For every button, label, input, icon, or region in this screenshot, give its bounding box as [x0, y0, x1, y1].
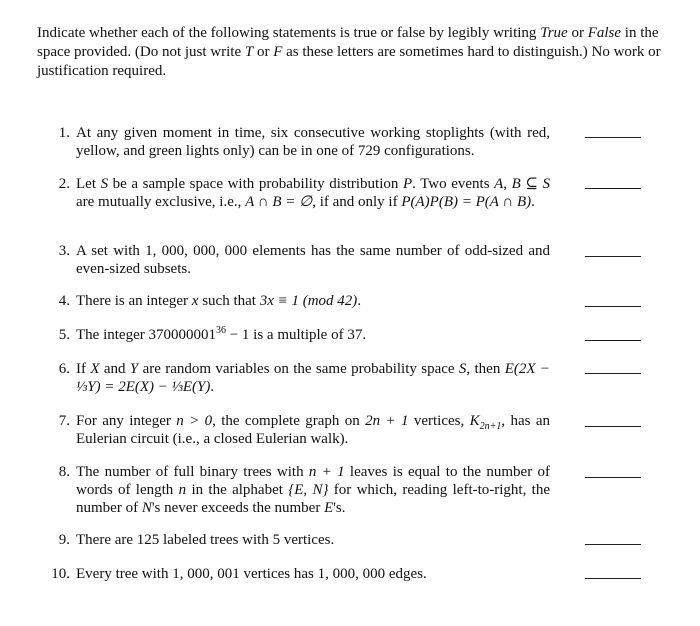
- q6-var-s: S: [458, 361, 467, 377]
- q7-vertex-count: 2n + 1: [365, 413, 409, 429]
- f-letter: F: [273, 44, 283, 60]
- question-number: 2.: [58, 176, 70, 192]
- instructions-or-1: or: [567, 25, 588, 41]
- q8-text-mid3: for which, reading left-to-right, the number of: [76, 482, 551, 516]
- q7-graph-k: K: [469, 413, 480, 429]
- q8-text-end: 's.: [333, 500, 346, 516]
- question-text: Every tree with 1, 000, 001 vertices has 1, 000, 000 edges.: [76, 566, 427, 582]
- question-text: A set with 1, 000, 000, 000 elements has the same number of odd-sized and even-sized subsets.: [76, 243, 550, 277]
- question-text: [76, 326, 550, 344]
- q8-leaves-expr: n + 1: [308, 464, 345, 480]
- q6-text-mid: are random variables on the same probability space: [138, 361, 459, 377]
- q6-text-pre: If: [76, 361, 91, 377]
- q8-alphabet: {E, N}: [288, 482, 329, 498]
- q2-var-s: S: [100, 176, 109, 192]
- q8-text-pre: The number of full binary trees with: [76, 464, 309, 480]
- q8-text-mid2: in the alphabet: [186, 482, 289, 498]
- instructions-text-2: in the space provided. (Do not just write: [37, 25, 659, 60]
- q7-text-mid2: vertices,: [408, 413, 470, 429]
- answer-blank-7[interactable]: [585, 426, 641, 427]
- question-text: There are 125 labeled trees with 5 vertices.: [76, 532, 335, 548]
- q8-text-mid4: 's never exceeds the number: [151, 500, 325, 516]
- q6-expectation-expr: E(2X − ⅓Y) = 2E(X) − ⅓E(Y): [76, 361, 550, 395]
- q2-probability-expr: P(A)P(B) = P(A ∩ B): [401, 194, 532, 210]
- answer-blank-9[interactable]: [585, 544, 641, 545]
- q5-base: 370000001: [148, 327, 216, 343]
- answer-blank-10[interactable]: [585, 578, 641, 579]
- q5-text-pre: The integer: [76, 327, 149, 343]
- instructions-or-2: or: [253, 44, 274, 60]
- q7-text-post: , has an Eulerian circuit (i.e., a closed Eulerian walk).: [76, 413, 551, 447]
- question-number: 5.: [58, 327, 70, 343]
- answer-blank-4[interactable]: [585, 306, 641, 307]
- q2-var-p: P: [402, 176, 413, 192]
- q7-text-mid1: , the complete graph on: [212, 413, 366, 429]
- question-text: [76, 175, 550, 211]
- question-text: [76, 292, 550, 310]
- q8-text-mid1: leaves is equal to the number of words of length: [76, 464, 550, 498]
- t-letter: T: [244, 44, 254, 60]
- q4-text-mid: such that: [198, 293, 260, 309]
- q2-text-mid1: be a sample space with probability distribution: [108, 176, 403, 192]
- q4-period: .: [357, 293, 362, 309]
- q2-comma: ,: [503, 176, 512, 192]
- instructions: [37, 24, 667, 81]
- answer-blank-1[interactable]: [585, 137, 641, 138]
- answer-blank-3[interactable]: [585, 256, 641, 257]
- q2-text-mid2: . Two events: [412, 176, 495, 192]
- q5-text-post: − 1 is a multiple of 37.: [225, 327, 367, 343]
- question-text: At any given moment in time, six consecutive working stoplights (with red, yellow, and green lights only) can be in one of 729 configurations.: [76, 125, 550, 159]
- q6-and: and: [99, 361, 130, 377]
- q5-exponent: 36: [215, 325, 226, 336]
- answer-blank-6[interactable]: [585, 373, 641, 374]
- question-text: [76, 360, 550, 396]
- question-number: 6.: [58, 361, 70, 377]
- question-number: 1.: [58, 125, 70, 141]
- question-text: [76, 463, 550, 517]
- q6-period: .: [210, 379, 215, 395]
- question-number: 10.: [51, 566, 70, 582]
- q7-condition: n > 0: [176, 413, 213, 429]
- q6-then: , then: [466, 361, 505, 377]
- q4-var-x: x: [191, 293, 199, 309]
- q6-var-y: Y: [129, 361, 139, 377]
- instructions-text-1: Indicate whether each of the following statements is true or false by legibly writing: [37, 25, 541, 41]
- q8-var-n: n: [178, 482, 187, 498]
- q4-congruence-expr: 3x ≡ 1 (mod 42): [259, 293, 358, 309]
- q4-text-pre: There is an integer: [76, 293, 192, 309]
- question-number: 7.: [58, 413, 70, 429]
- q2-text-mid3: are mutually exclusive, i.e.,: [76, 194, 246, 210]
- q2-var-a: A: [494, 176, 504, 192]
- q2-text-mid4: , if and only if: [312, 194, 402, 210]
- q2-subset-expr: B ⊆ S: [511, 176, 551, 192]
- q8-symbol-n: N: [141, 500, 152, 516]
- answer-blank-8[interactable]: [585, 477, 641, 478]
- question-text: [76, 412, 550, 448]
- q2-period: .: [531, 194, 535, 210]
- q7-graph-subscript: 2n+1: [479, 421, 502, 432]
- q8-symbol-e: E: [324, 500, 334, 516]
- q2-text-pre: Let: [76, 176, 101, 192]
- q2-intersection-expr: A ∩ B = ∅: [245, 194, 313, 210]
- answer-blank-2[interactable]: [585, 188, 641, 189]
- question-number: 8.: [58, 464, 70, 480]
- q7-text-pre: For any integer: [76, 413, 177, 429]
- instructions-text-3: as these letters are sometimes hard to distinguish.) No work or justification required.: [37, 44, 661, 79]
- answer-blank-5[interactable]: [585, 340, 641, 341]
- false-word: False: [587, 25, 622, 41]
- true-word: True: [540, 25, 568, 41]
- question-number: 4.: [58, 293, 70, 309]
- question-number: 3.: [58, 243, 70, 259]
- question-number: 9.: [58, 532, 70, 548]
- q6-var-x: X: [90, 361, 100, 377]
